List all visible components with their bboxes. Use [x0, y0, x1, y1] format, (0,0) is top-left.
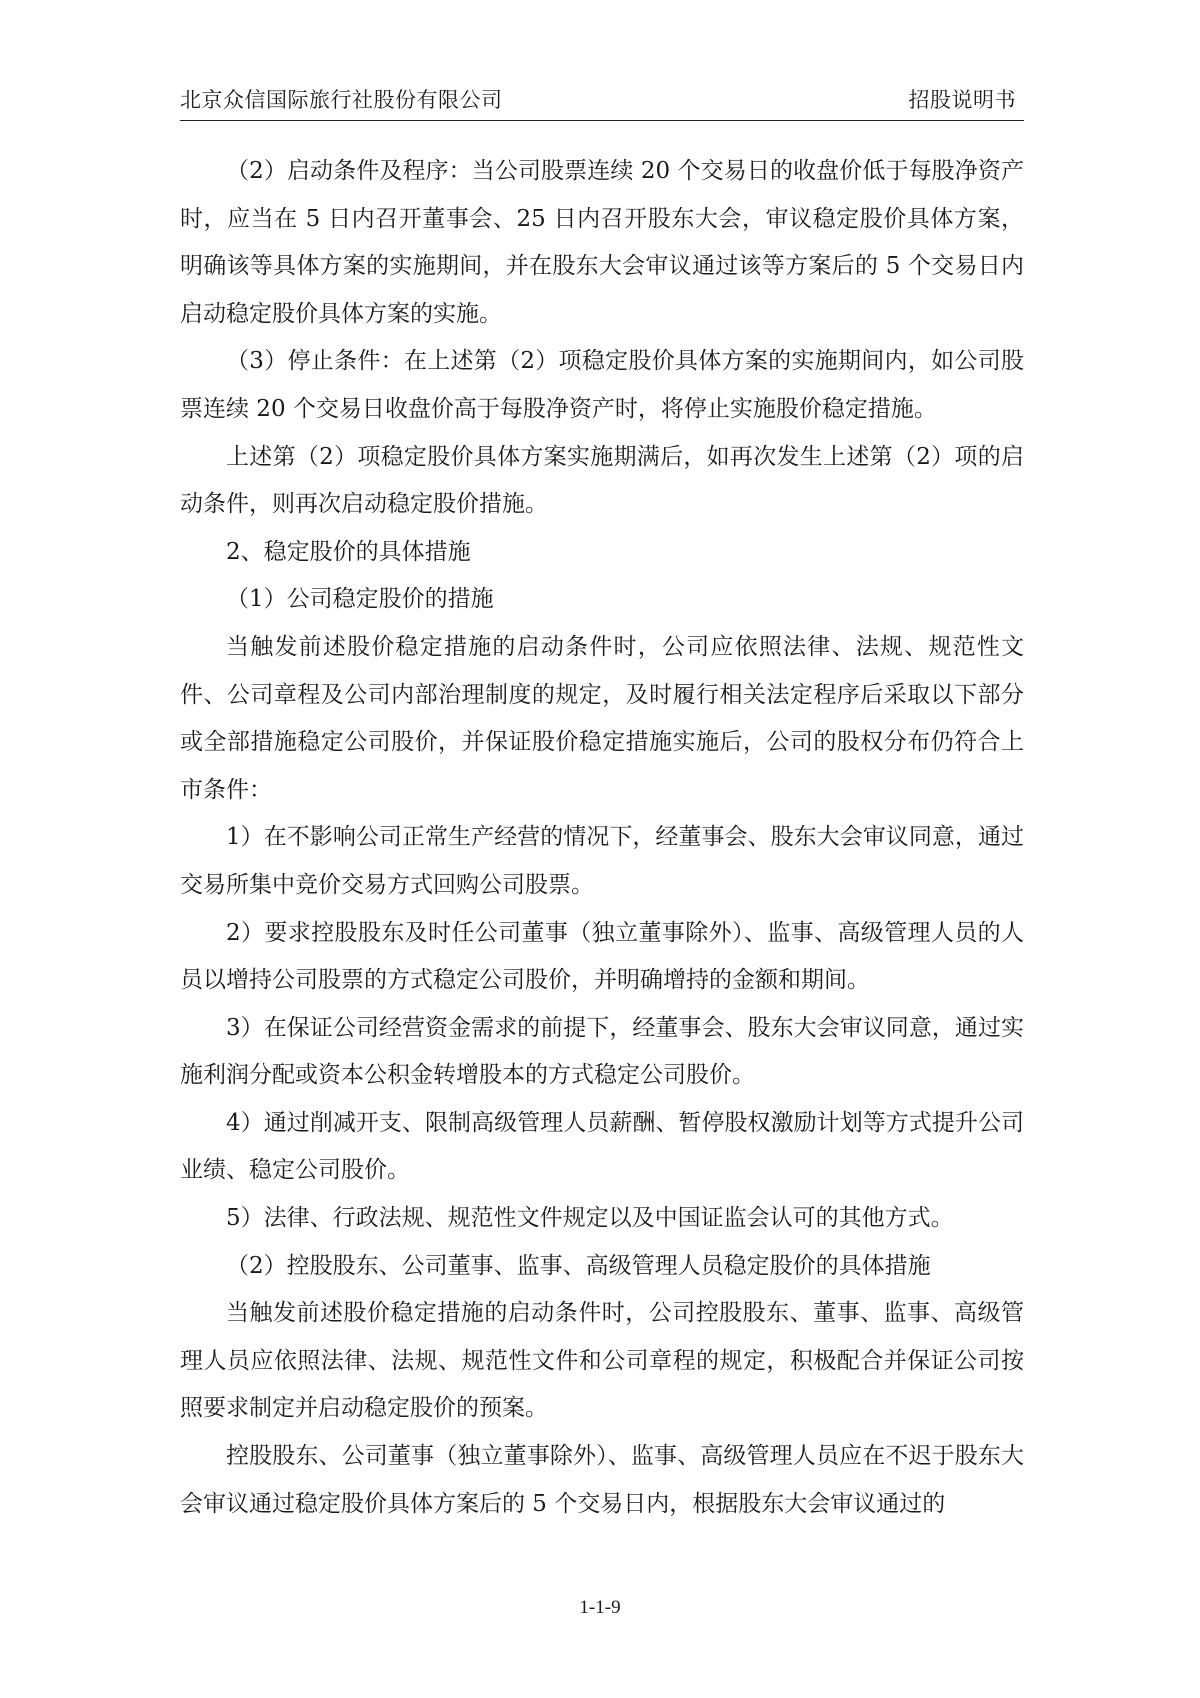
paragraph-restart: 上述第（2）项稳定股价具体方案实施期满后，如再次发生上述第（2）项的启动条件，则再次启动稳定股价措施。 [180, 443, 1024, 518]
paragraph-shareholder-timing: 控股股东、公司董事（独立董事除外）、监事、高级管理人员应在不迟于股东大会审议通过稳定股价具体方案后的 5 个交易日内，根据股东大会审议通过的 [180, 1443, 1024, 1517]
section-heading-measures: 2、稳定股价的具体措施 [226, 538, 471, 565]
paragraph-shareholder-cooperation: 当触发前述股价稳定措施的启动条件时，公司控股股东、董事、监事、高级管理人员应依照法律、法规、规范性文件和公司章程的规定，积极配合并保证公司按照要求制定并启动稳定股价的预案。 [180, 1300, 1024, 1422]
paragraph-company-measures-intro: 当触发前述股价稳定措施的启动条件时，公司应依照法律、法规、规范性文件、公司章程及公司内部治理制度的规定，及时履行相关法定程序后采取以下部分或全部措施稳定公司股价，并保证股价稳定措施实施后，公司的股权分布仍符合上市条件： [180, 633, 1024, 803]
page-header [180, 82, 1024, 121]
subsection-heading-shareholder-measures: （2）控股股东、公司董事、监事、高级管理人员稳定股价的具体措施 [226, 1252, 931, 1279]
document-body [180, 148, 1024, 1528]
list-item-measure-5: 5）法律、行政法规、规范性文件规定以及中国证监会认可的其他方式。 [226, 1205, 954, 1232]
page-number: 1-1-9 [579, 1597, 621, 1618]
list-item-measure-1: 1）在不影响公司正常生产经营的情况下，经董事会、股东大会审议同意，通过交易所集中竞价交易方式回购公司股票。 [180, 824, 1024, 898]
subsection-heading-company-measures: （1）公司稳定股价的措施 [226, 586, 494, 613]
list-item-measure-3: 3）在保证公司经营资金需求的前提下，经董事会、股东大会审议同意，通过实施利润分配或资本公积金转增股本的方式稳定公司股价。 [180, 1014, 1024, 1089]
list-item-measure-2: 2）要求控股股东及时任公司董事（独立董事除外）、监事、高级管理人员的人员以增持公司股票的方式稳定公司股价，并明确增持的金额和期间。 [180, 919, 1024, 994]
paragraph-startup-conditions: （2）启动条件及程序：当公司股票连续 20 个交易日的收盘价低于每股净资产时，应当在 5 日内召开董事会、25 日内召开股东大会，审议稳定股价具体方案，明确该等具体方案的实施期间，并在股东大会审议通过该等方案后的 5 个交易日内启动稳定股价具体方案的实施。 [180, 158, 1024, 327]
company-name: 北京众信国际旅行社股份有限公司 [180, 88, 503, 112]
paragraph-stop-conditions: （3）停止条件：在上述第（2）项稳定股价具体方案的实施期间内，如公司股票连续 20 个交易日收盘价高于每股净资产时，将停止实施股价稳定措施。 [180, 348, 1024, 422]
list-item-measure-4: 4）通过削减开支、限制高级管理人员薪酬、暂停股权激励计划等方式提升公司业绩、稳定公司股价。 [180, 1109, 1024, 1184]
document-type: 招股说明书 [908, 88, 1016, 112]
